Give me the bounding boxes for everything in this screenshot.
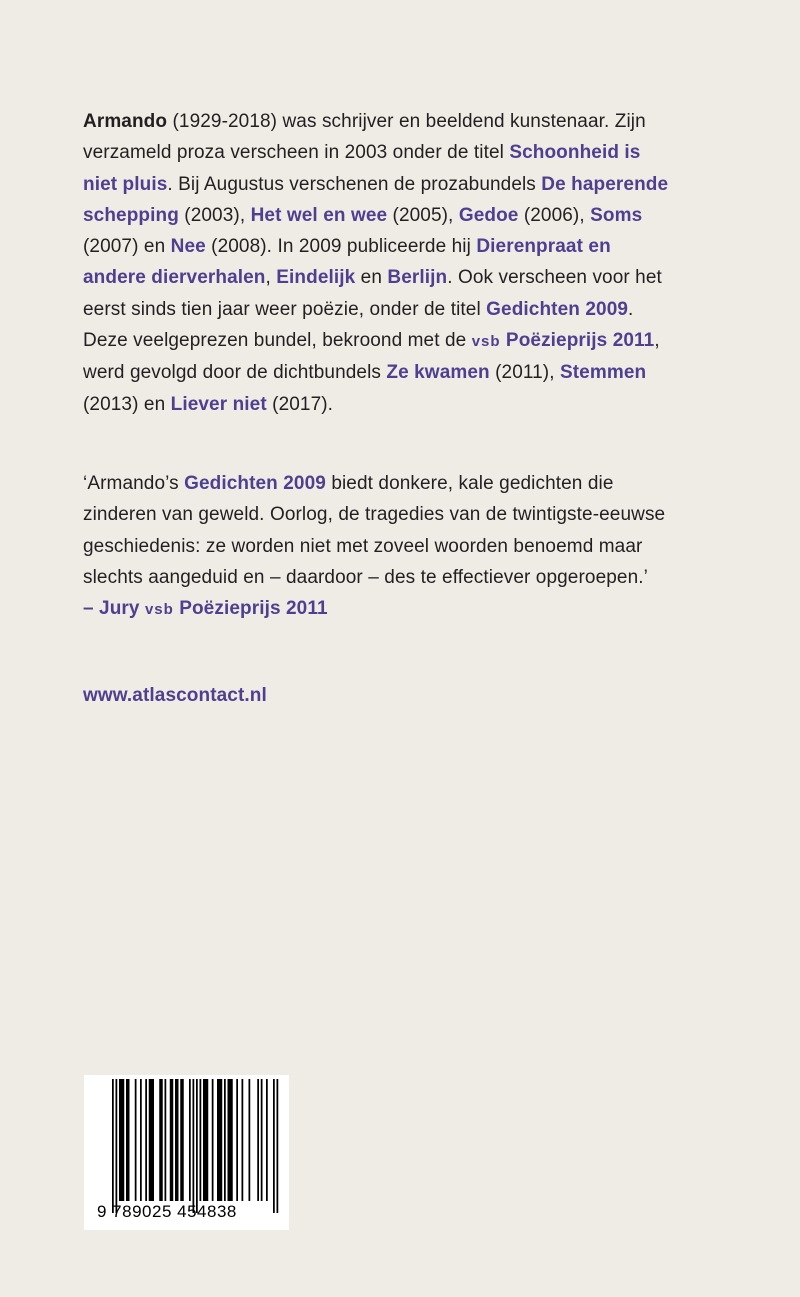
bio-line xyxy=(83,262,723,293)
quote-line xyxy=(83,468,723,499)
book-title: Nee xyxy=(170,236,206,258)
book-title: Eindelijk xyxy=(276,267,356,289)
barcode-bar xyxy=(203,1079,208,1201)
barcode-bar xyxy=(170,1079,174,1201)
barcode-bar xyxy=(116,1079,118,1213)
quote-line xyxy=(83,562,723,593)
book-title: andere dierverhalen xyxy=(83,267,266,289)
body-text: (2011), xyxy=(489,362,560,384)
isbn-barcode xyxy=(84,1075,289,1230)
barcode-bar xyxy=(217,1079,222,1201)
barcode-bar xyxy=(135,1079,137,1201)
quote-line xyxy=(83,531,723,562)
barcode-bar xyxy=(228,1079,233,1201)
barcode-bar xyxy=(224,1079,226,1201)
barcode-bar xyxy=(277,1079,279,1213)
barcode-bar xyxy=(126,1079,130,1201)
body-text: . xyxy=(628,298,634,320)
book-title: Het wel en wee xyxy=(250,204,388,226)
book-title: Ze kwamen xyxy=(386,362,490,384)
barcode-bar xyxy=(175,1079,179,1201)
book-title: Liever niet xyxy=(170,393,267,415)
body-text: (2013) en xyxy=(83,393,171,415)
book-title: – Jury xyxy=(83,598,145,620)
body-text: slechts aangeduid en – daardoor – des te effectiever opgeroepen.’ xyxy=(83,566,648,588)
body-text: , xyxy=(654,330,660,352)
body-text: Deze veelgeprezen bundel, bekroond met de xyxy=(83,330,472,352)
book-title: Soms xyxy=(590,204,643,226)
barcode-number: 9 789025 454838 xyxy=(97,1202,237,1221)
barcode-bar xyxy=(273,1079,275,1213)
quote-line xyxy=(83,593,723,625)
jury-quote xyxy=(83,468,723,625)
barcode-bar xyxy=(119,1079,124,1201)
barcode-bar xyxy=(189,1079,191,1201)
book-title: Gedichten 2009 xyxy=(486,298,629,320)
book-title: vsb xyxy=(471,333,501,351)
body-text: . Bij Augustus verschenen de prozabundels xyxy=(167,173,542,195)
bio-line xyxy=(83,106,723,137)
bio-line xyxy=(83,200,723,231)
barcode-bar xyxy=(212,1079,214,1201)
body-text: biedt donkere, kale gedichten die xyxy=(325,473,614,494)
barcode-bar xyxy=(145,1079,147,1201)
bio-line xyxy=(83,231,723,262)
barcode-bar xyxy=(112,1079,114,1213)
book-title: Berlijn xyxy=(387,267,448,289)
book-title: Dierenpraat en xyxy=(476,236,611,258)
bio-line xyxy=(83,357,723,388)
book-title: niet pluis xyxy=(83,173,168,195)
body-text: en xyxy=(355,267,388,289)
barcode-bar xyxy=(180,1079,184,1201)
body-text: , xyxy=(265,267,277,289)
publisher-website[interactable]: www.atlascontact.nl xyxy=(83,685,267,706)
bio-line xyxy=(83,325,723,357)
barcode-bar xyxy=(165,1079,167,1201)
bio-line xyxy=(83,137,723,168)
book-title: Poëzieprijs 2011 xyxy=(173,598,328,620)
body-text: . Ook verscheen voor het xyxy=(447,267,662,289)
book-title: De haperende xyxy=(541,173,669,195)
body-text: zinderen van geweld. Oorlog, de tragedies van de twintigste-eeuwse xyxy=(83,504,666,526)
body-text: werd gevolgd door de dichtbundels xyxy=(83,362,387,384)
book-title: Gedichten 2009 xyxy=(184,473,326,494)
bio-line xyxy=(83,169,723,200)
barcode-bar xyxy=(257,1079,259,1201)
barcode-bar xyxy=(249,1079,251,1201)
body-text: (1929-2018) was schrijver en beeldend kunstenaar. Zijn xyxy=(167,111,646,132)
barcode-bar xyxy=(200,1079,202,1201)
book-title: schepping xyxy=(83,204,179,226)
book-title: Schoonheid is xyxy=(509,142,641,164)
body-text: (2005), xyxy=(387,204,459,226)
body-text: (2017). xyxy=(266,393,334,415)
body-text: verzameld proza verscheen in 2003 onder de titel xyxy=(83,142,510,164)
barcode-bar xyxy=(242,1079,244,1201)
barcode-bar xyxy=(261,1079,263,1201)
barcode-bar xyxy=(236,1079,238,1201)
book-title: Stemmen xyxy=(559,362,647,384)
book-title: Poëzieprijs 2011 xyxy=(500,330,655,352)
book-title: vsb xyxy=(144,601,174,619)
body-text: (2006), xyxy=(518,204,591,226)
book-title: Gedoe xyxy=(458,204,519,226)
body-text: geschiedenis: ze worden niet met zoveel woorden benoemd maar xyxy=(83,535,643,557)
barcode-bar xyxy=(193,1079,195,1213)
author-name: Armando xyxy=(83,111,168,132)
body-text: (2003), xyxy=(178,204,251,226)
body-text: (2007) en xyxy=(83,236,171,258)
barcode-bar xyxy=(266,1079,268,1201)
body-text: eerst sinds tien jaar weer poëzie, onder de titel xyxy=(83,298,487,320)
barcode-bar xyxy=(159,1079,163,1201)
bio-line xyxy=(83,294,723,325)
body-text: ‘Armando’s xyxy=(83,473,185,494)
barcode-bar xyxy=(196,1079,198,1213)
barcode-bar xyxy=(140,1079,142,1201)
bio-line xyxy=(83,389,723,420)
body-text: (2008). In 2009 publiceerde hij xyxy=(205,236,477,258)
barcode-bar xyxy=(149,1079,154,1201)
author-bio xyxy=(83,106,723,420)
quote-line xyxy=(83,499,723,530)
